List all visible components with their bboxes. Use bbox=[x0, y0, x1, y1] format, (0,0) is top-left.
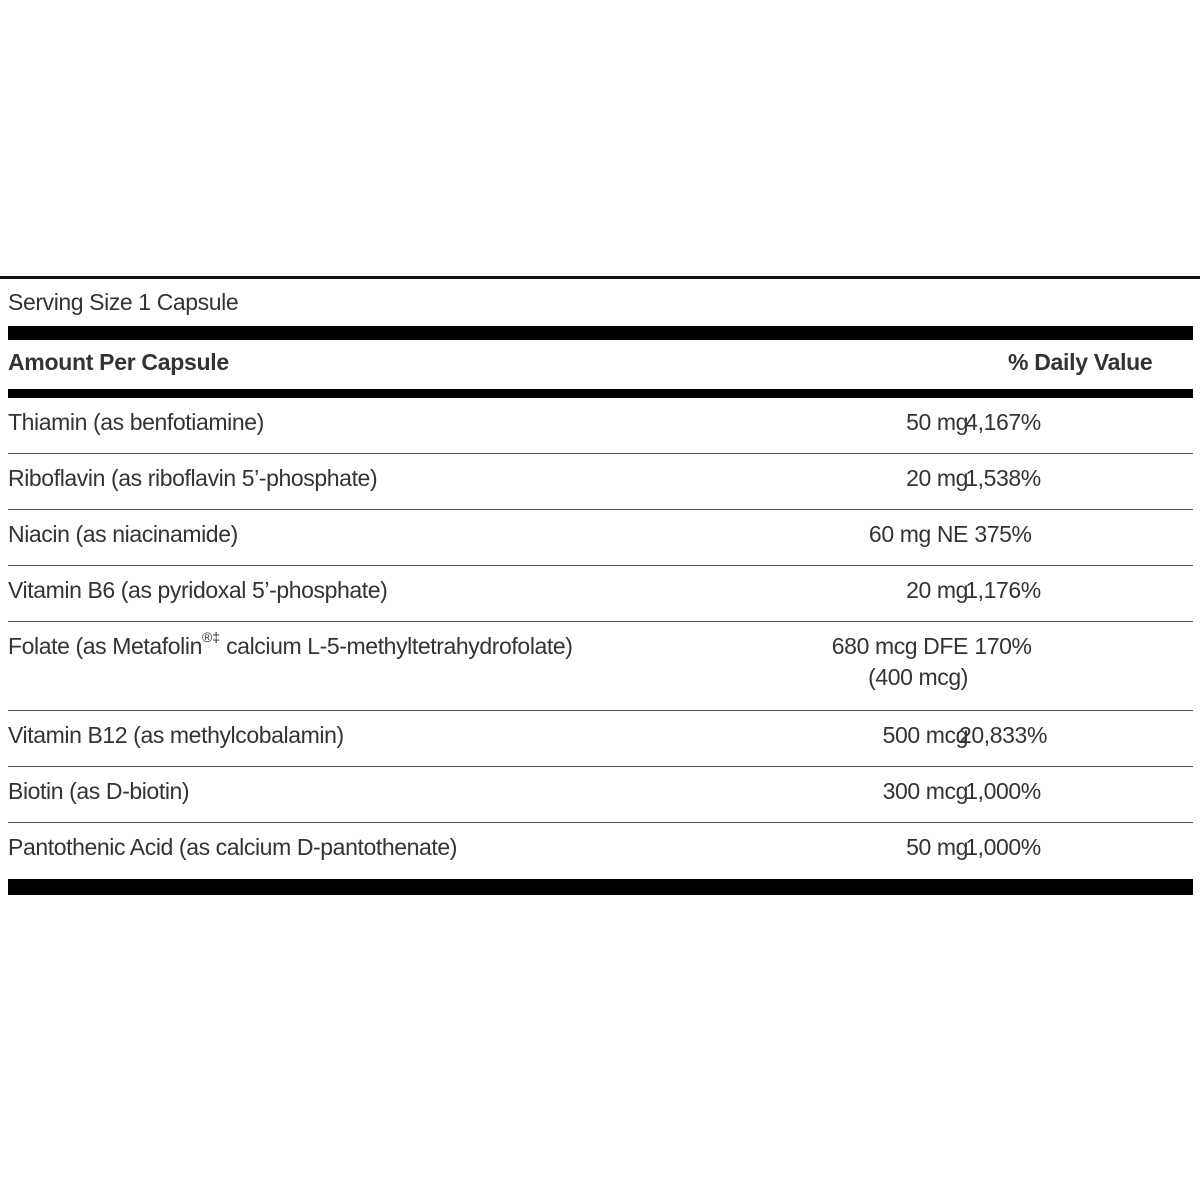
nutrient-amount: 300 mcg bbox=[882, 778, 968, 804]
thick-divider bbox=[8, 326, 1193, 340]
nutrient-amount: 60 mg NE bbox=[868, 521, 968, 547]
daily-value-heading: % Daily Value bbox=[1008, 349, 1153, 375]
nutrient-amount: 500 mcg bbox=[882, 722, 968, 748]
nutrient-name bbox=[8, 631, 573, 662]
table-row bbox=[8, 454, 1193, 510]
nutrient-name: Biotin (as D-biotin) bbox=[8, 778, 190, 804]
nutrient-amount: 20 mg bbox=[906, 577, 968, 603]
nutrient-name: Niacin (as niacinamide) bbox=[8, 521, 238, 547]
nutrient-name-prefix: Folate (as Metafolin bbox=[8, 633, 202, 659]
nutrient-name: Thiamin (as benfotiamine) bbox=[8, 409, 264, 435]
amount-line-dfe: 680 mcg DFE bbox=[831, 633, 968, 659]
nutrient-daily-value: 1,000% bbox=[965, 778, 1041, 804]
table-row bbox=[8, 510, 1193, 566]
header-divider bbox=[8, 389, 1193, 398]
nutrient-amount: 50 mg bbox=[906, 409, 968, 435]
amount-line-mcg: (400 mcg) bbox=[868, 664, 968, 690]
nutrient-name: Vitamin B12 (as methylcobalamin) bbox=[8, 722, 344, 748]
nutrient-daily-value: 20,833% bbox=[959, 722, 1047, 748]
table-row bbox=[8, 711, 1193, 767]
table-row bbox=[8, 398, 1193, 454]
trademark-mark: ®‡ bbox=[201, 629, 221, 646]
nutrient-daily-value: 1,000% bbox=[965, 834, 1041, 860]
bottom-divider bbox=[8, 879, 1193, 895]
table-row bbox=[8, 767, 1193, 823]
serving-size: Serving Size 1 Capsule bbox=[8, 289, 239, 315]
nutrient-amount: 20 mg bbox=[906, 465, 968, 491]
nutrient-daily-value: 1,176% bbox=[965, 577, 1041, 603]
table-row bbox=[8, 823, 1193, 879]
nutrient-name: Riboflavin (as riboflavin 5’-phosphate) bbox=[8, 465, 378, 491]
nutrient-name: Vitamin B6 (as pyridoxal 5’-phosphate) bbox=[8, 577, 388, 603]
nutrient-daily-value: 1,538% bbox=[965, 465, 1041, 491]
nutrient-name: Pantothenic Acid (as calcium D-pantothenate) bbox=[8, 834, 458, 860]
nutrient-daily-value: 4,167% bbox=[965, 409, 1041, 435]
top-divider bbox=[0, 276, 1200, 279]
nutrient-daily-value: 375% bbox=[974, 521, 1032, 547]
table-row bbox=[8, 566, 1193, 622]
nutrient-daily-value: 170% bbox=[974, 633, 1032, 659]
nutrient-amount: 50 mg bbox=[906, 834, 968, 860]
nutrient-table bbox=[0, 398, 1200, 879]
amount-per-capsule-heading: Amount Per Capsule bbox=[8, 349, 229, 375]
nutrient-name-suffix: calcium L-5-methyltetrahydrofolate) bbox=[220, 633, 573, 659]
table-row bbox=[8, 622, 1193, 711]
